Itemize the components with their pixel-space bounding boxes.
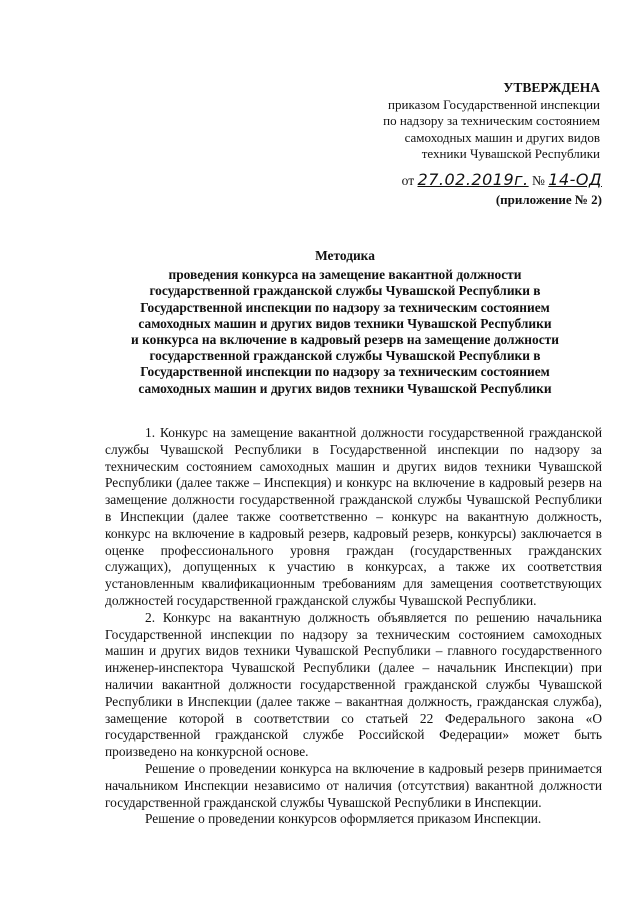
appendix-label: (приложение № 2) [495,192,602,207]
paragraph: 2. Конкурс на вакантную должность объявляется по решению начальника Государственной инспекции по надзору за техническим состоянием самоходных машин и других видов техники Чувашской Республики – главного государственного инженер-инспектора Чувашской Республики (далее – начальник Инспекции) при наличии вакантной должности государственной гражданской службы Чувашской Республики в Инспекции (далее также – вакантная должность, гражданская служба), замещение которой в соответствии со статьей 22 Федерального закона «О государственной гражданской службе Российской Федерации» может быть произведено на конкурсной основе. [105,609,602,760]
heading-line: государственной гражданской службы Чувашской Республики в [149,283,541,299]
order-number-sign: № [532,173,545,188]
document-title: Методика [315,248,375,263]
heading-line: проведения конкурса на замещение вакантной должности [168,267,522,283]
order-prefix: от [401,173,415,188]
approval-line: техники Чувашской Республики [421,146,600,161]
heading-line: Государственной инспекции по надзору за техническим состоянием [140,364,550,380]
document-heading [95,248,595,397]
approval-line: по надзору за техническим состоянием [383,113,600,128]
heading-line: самоходных машин и других видов техники Чувашской Республики [138,380,552,396]
heading-line: Государственной инспекции по надзору за техническим состоянием [140,299,550,315]
document-body [105,425,602,828]
paragraph: Решение о проведении конкурса на включение в кадровый резерв принимается начальником Инспекции независимо от наличия (отсутствия) вакантной должности государственной гражданской службы Чувашской Республики в Инспекции. [105,760,602,810]
heading-line: и конкурса на включение в кадровый резерв на замещение должности [131,332,559,348]
order-date: 27.02.2019г. [417,170,529,189]
approval-line: самоходных машин и других видов [404,129,600,145]
heading-line: государственной гражданской службы Чувашской Республики в [149,348,541,364]
heading-line: самоходных машин и других видов техники Чувашской Республики [138,315,552,331]
order-number: 14-ОД [548,170,602,189]
approval-block [280,80,600,163]
order-reference [402,170,602,189]
approval-line: приказом Государственной инспекции [388,96,600,112]
approval-title: УТВЕРЖДЕНА [503,80,600,95]
paragraph: Решение о проведении конкурсов оформляется приказом Инспекции. [145,811,542,827]
paragraph: 1. Конкурс на замещение вакантной должности государственной гражданской службы Чувашской Республики в Государственной инспекции по надзору за техническим состоянием самоходных машин и других видов техники Чувашской Республики (далее также – Инспекция) и конкурс на включение в кадровый резерв на замещение должности государственной гражданской службы Чувашской Республики в Инспекции (далее также соответственно – конкурс на вакантную должность, конкурс на включение в кадровый резерв, кадровый резерв, конкурсы) заключается в оценке профессионального уровня граждан (государственных гражданских служащих), допущенных к участию в конкурсах, а также их соответствия установленным квалификационным требованиям для замещения соответствующих должностей государственной гражданской службы Чувашской Республики. [105,425,602,608]
